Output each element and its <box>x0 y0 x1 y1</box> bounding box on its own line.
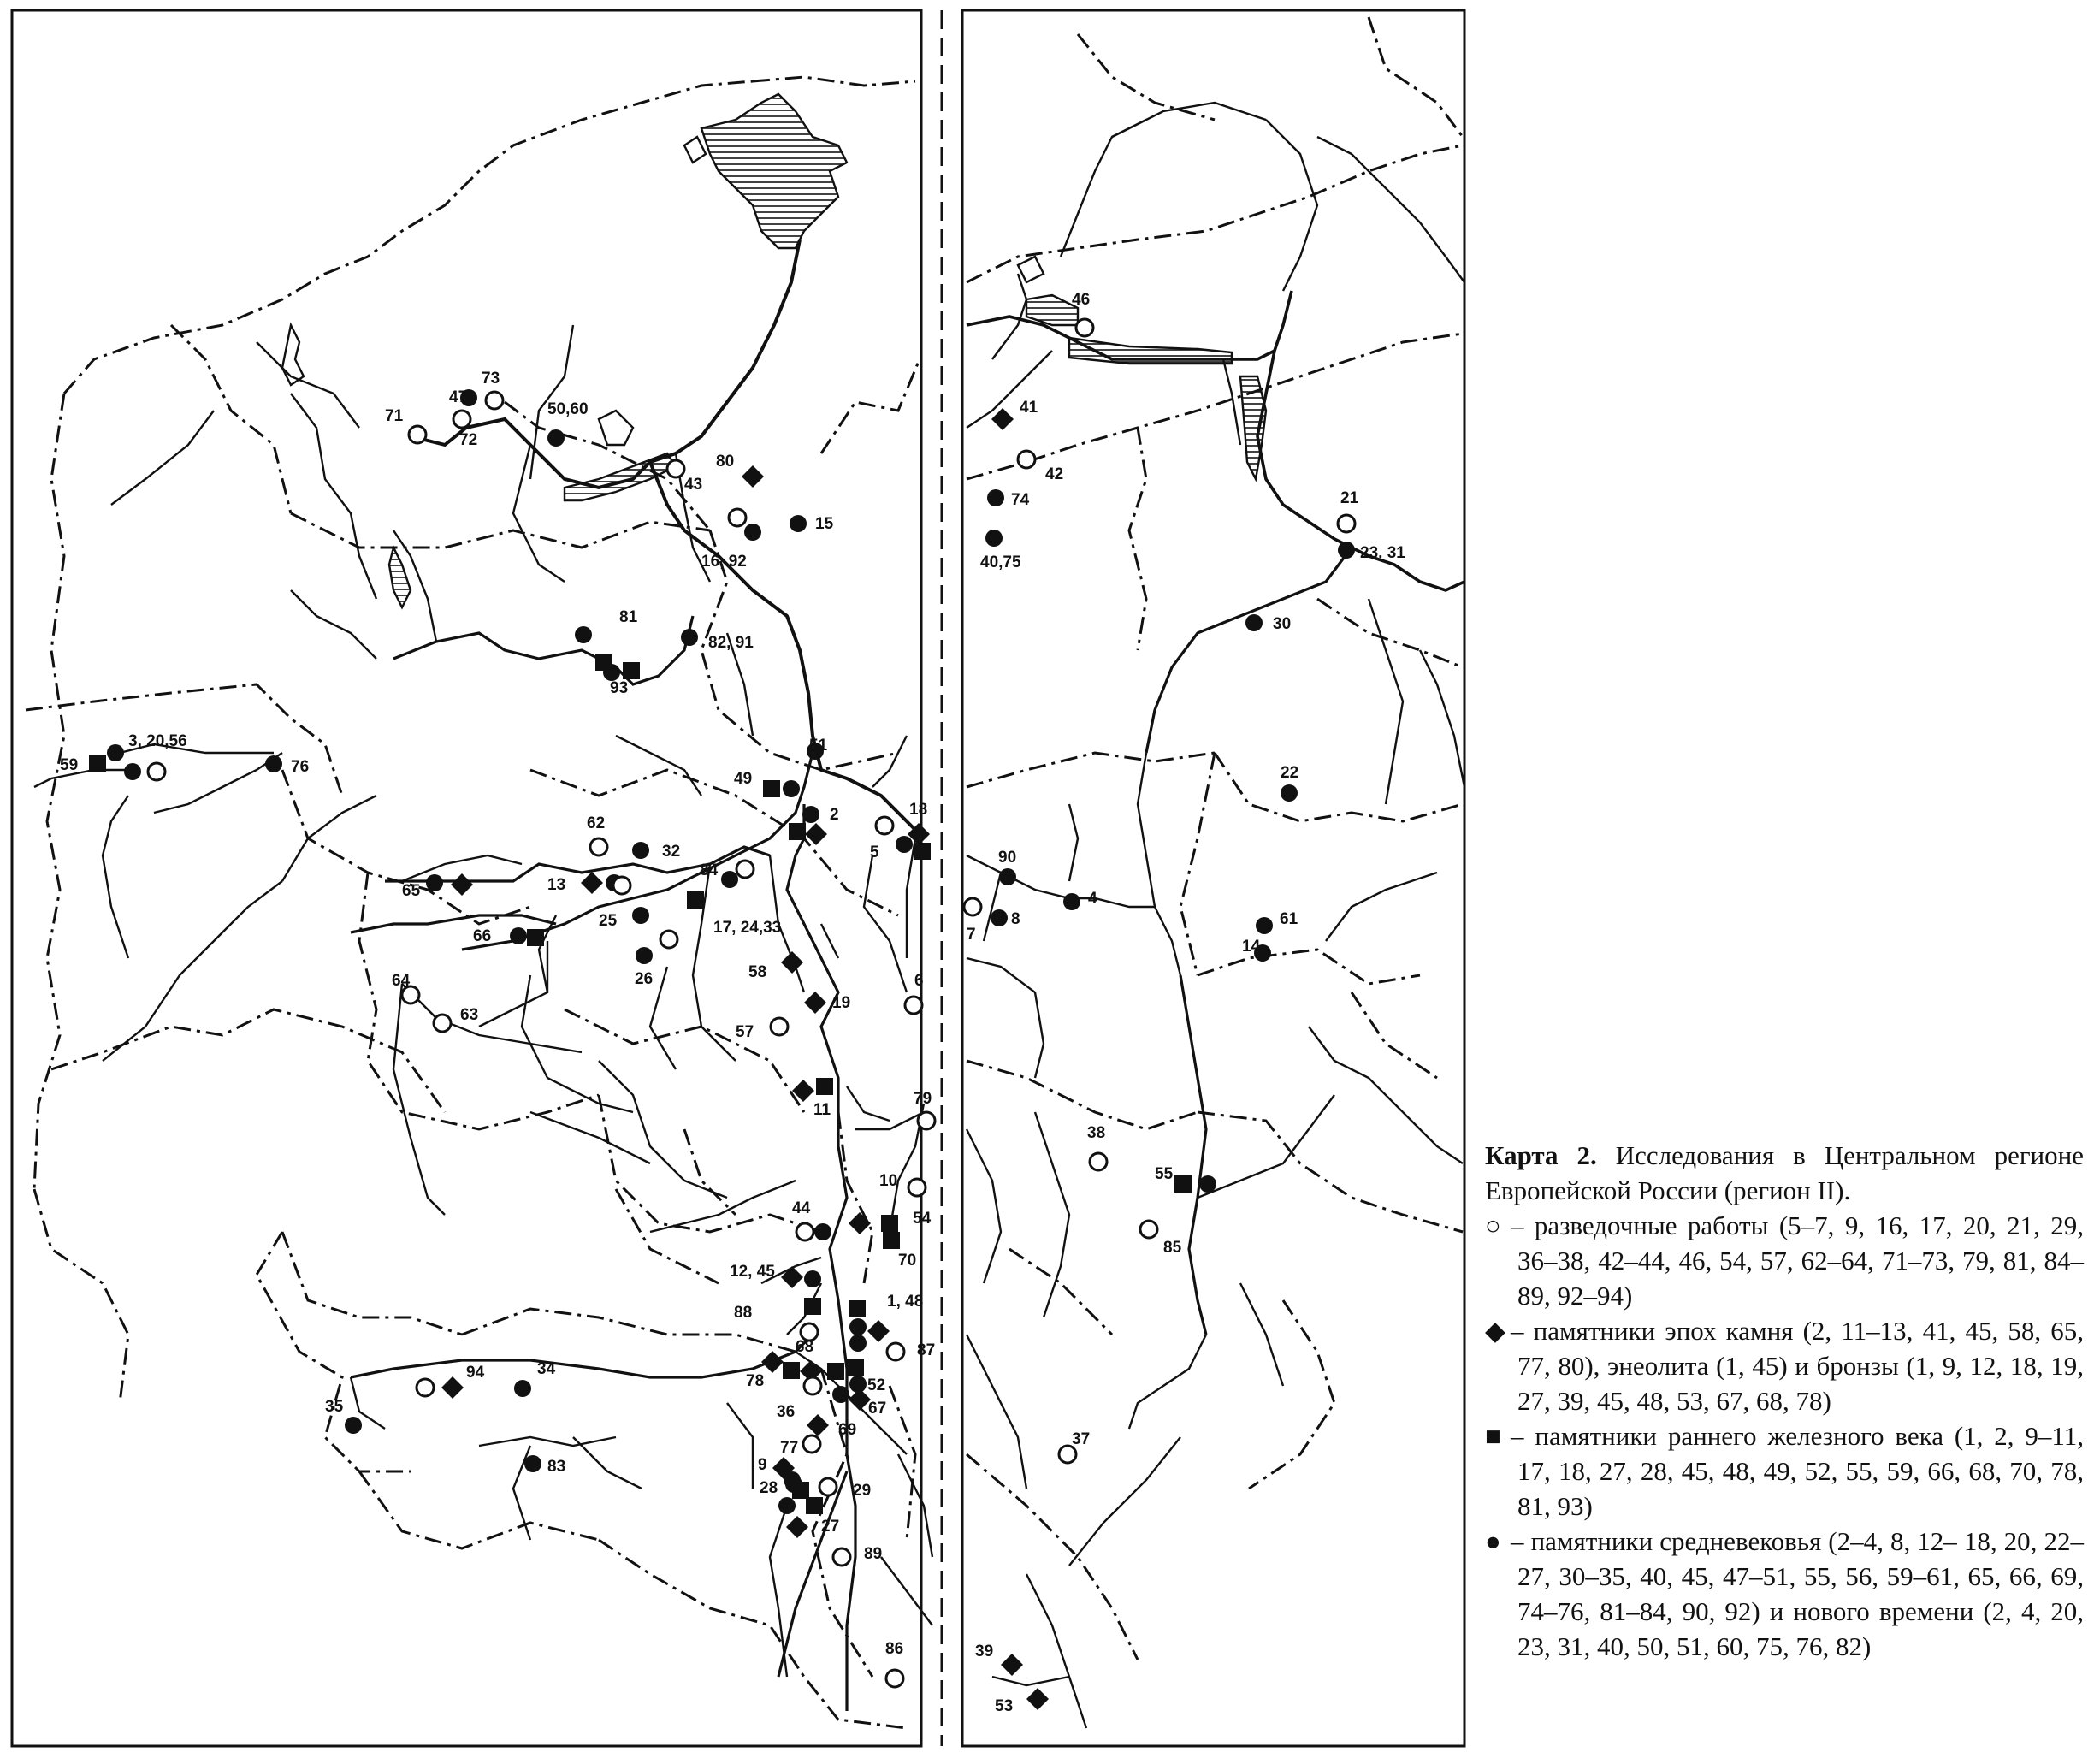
site-label-41: 41 <box>1020 399 1038 417</box>
site-label-22: 22 <box>1281 764 1299 782</box>
legend-text-filled-circle: – памятники средневековья (2–4, 8, 12– 18, 20, 22–27, 30–35, 40, 45, 47–51, 55, 56, 59–61, 65, 66, 69, 74–76, 81–84, 90, 92) и нового времени (2, 4, 20, 23, 31, 40, 50, 51, 60, 75, 76, 82) <box>1511 1526 2084 1661</box>
site-label-46: 46 <box>1072 291 1091 309</box>
site-label-77: 77 <box>780 1439 799 1457</box>
legend-text-diamond: – памятники эпох камня (2, 11–13, 41, 45, 58, 65, 77, 80), энеолита (1, 45) и бронзы (1, 9, 12, 18, 19, 27, 39, 45, 48, 53, 67, 68, 78) <box>1511 1316 2084 1416</box>
site-label-47: 47 <box>449 388 468 406</box>
site-label-35: 35 <box>325 1398 344 1416</box>
open-circle-marker <box>736 861 754 878</box>
site-label-2: 2 <box>830 806 839 824</box>
diamond-marker <box>1026 1688 1049 1710</box>
map-caption <box>1485 1138 2084 1664</box>
filled-circle-marker <box>783 780 800 797</box>
site-label-74: 74 <box>1011 491 1030 509</box>
caption-label: Карта 2. <box>1485 1140 1597 1170</box>
diamond-marker <box>781 951 803 974</box>
site-label-87: 87 <box>917 1341 936 1359</box>
filled-circle-marker <box>987 489 1004 506</box>
filled-circle-marker <box>575 626 592 643</box>
square-marker <box>789 823 806 840</box>
site-label-73: 73 <box>482 370 500 388</box>
diamond-marker <box>441 1376 464 1399</box>
open-circle-marker <box>667 460 684 477</box>
square-marker <box>792 1482 809 1499</box>
open-circle-marker <box>918 1112 935 1129</box>
filled-circle-marker <box>510 927 527 944</box>
site-label-62: 62 <box>587 814 606 832</box>
site-label-43: 43 <box>684 476 703 494</box>
diamond-marker <box>804 992 826 1014</box>
square-marker <box>89 755 106 772</box>
open-circle-marker <box>771 1018 788 1035</box>
site-label-68: 68 <box>796 1338 814 1356</box>
site-label-7: 7 <box>967 926 976 944</box>
legend-open-circle <box>1485 1208 2084 1313</box>
site-label-63: 63 <box>460 1006 479 1024</box>
open-circle-marker <box>905 997 922 1014</box>
open-circle-marker <box>876 817 893 834</box>
site-label-53: 53 <box>995 1697 1014 1715</box>
diamond-marker <box>786 1516 808 1538</box>
open-circle-icon: ○ <box>1485 1211 1501 1240</box>
site-label-80: 80 <box>716 453 735 471</box>
square-marker <box>783 1362 800 1379</box>
open-circle-marker <box>486 392 503 409</box>
filled-circle-marker <box>524 1455 541 1472</box>
open-circle-marker <box>887 1343 904 1360</box>
diamond-marker <box>1001 1654 1023 1676</box>
reservoir-right-2 <box>1069 338 1232 364</box>
site-label-2331: 23, 31 <box>1360 544 1405 562</box>
open-circle-marker <box>804 1377 821 1394</box>
diamond-marker <box>849 1212 871 1234</box>
site-markers <box>89 319 1355 1710</box>
site-label-4: 4 <box>1088 890 1097 908</box>
site-label-27: 27 <box>821 1518 840 1536</box>
filled-circle-marker <box>1245 614 1263 631</box>
filled-circle-marker <box>1063 893 1080 910</box>
filled-circle-marker <box>632 907 649 924</box>
site-label-70: 70 <box>898 1252 917 1270</box>
filled-circle-marker <box>1256 917 1273 934</box>
square-marker <box>827 1363 844 1380</box>
site-label-72: 72 <box>459 431 478 449</box>
diamond-marker <box>451 873 473 896</box>
square-icon: ■ <box>1485 1421 1501 1451</box>
filled-circle-marker <box>999 868 1016 885</box>
site-label-67: 67 <box>868 1400 887 1418</box>
rivers <box>34 103 1464 1728</box>
site-label-55: 55 <box>1155 1165 1174 1183</box>
square-marker <box>881 1215 898 1232</box>
site-label-59: 59 <box>60 756 79 774</box>
legend-filled-circle <box>1485 1524 2084 1664</box>
filled-circle-marker <box>802 806 819 823</box>
legend-text-open-circle: – разведочные работы (5–7, 9, 16, 17, 20, 21, 29, 36–38, 42–44, 46, 54, 57, 62–64, 71–73, 79, 81, 84–89, 92–94) <box>1511 1211 2084 1311</box>
filled-circle-marker <box>345 1417 362 1434</box>
site-label-76: 76 <box>291 758 310 776</box>
site-label-15: 15 <box>815 515 834 533</box>
site-label-37: 37 <box>1072 1430 1091 1448</box>
filled-circle-marker <box>547 429 565 447</box>
site-label-42: 42 <box>1045 465 1064 483</box>
square-marker <box>816 1078 833 1095</box>
site-label-81: 81 <box>619 608 638 626</box>
site-label-32056: 3, 20,56 <box>128 732 187 750</box>
open-circle-marker <box>148 763 165 780</box>
site-label-5060: 50,60 <box>547 400 589 418</box>
site-label-9: 9 <box>758 1456 767 1474</box>
site-label-65: 65 <box>402 882 421 900</box>
open-circle-marker <box>660 931 677 948</box>
site-label-71: 71 <box>385 407 404 425</box>
filled-circle-marker <box>265 755 282 772</box>
open-circle-marker <box>1140 1221 1157 1238</box>
square-marker <box>527 929 544 946</box>
filled-circle-marker <box>124 763 141 780</box>
site-label-61: 61 <box>1280 910 1298 928</box>
site-label-44: 44 <box>792 1199 811 1217</box>
site-label-14: 14 <box>1242 938 1261 956</box>
square-marker <box>849 1300 866 1317</box>
site-label-52: 52 <box>867 1376 886 1394</box>
diamond-marker <box>761 1351 784 1373</box>
legend-diamond <box>1485 1313 2084 1418</box>
site-label-8291: 82, 91 <box>708 634 754 652</box>
caption-title: Исследования в Центральном регионе Европейской России (регион II). <box>1485 1140 2084 1205</box>
open-circle-marker <box>1059 1446 1076 1463</box>
site-label-93: 93 <box>610 679 629 697</box>
site-label-172433: 17, 24,33 <box>713 919 782 937</box>
filled-circle-marker <box>1338 542 1355 559</box>
filled-circle-marker <box>849 1318 867 1335</box>
square-marker <box>1174 1175 1192 1193</box>
site-label-38: 38 <box>1087 1124 1106 1142</box>
site-label-4075: 40,75 <box>980 553 1021 571</box>
site-label-57: 57 <box>736 1023 754 1041</box>
filled-circle-marker <box>1281 784 1298 802</box>
site-label-25: 25 <box>599 912 618 930</box>
map-frames <box>12 10 1464 1746</box>
filled-circle-marker <box>744 524 761 541</box>
site-label-1692: 16, 92 <box>701 553 747 571</box>
site-label-1245: 12, 45 <box>730 1263 775 1281</box>
site-label-29: 29 <box>853 1482 872 1500</box>
filled-circle-marker <box>603 664 620 681</box>
filled-circle-marker <box>849 1335 867 1352</box>
square-marker <box>847 1359 864 1376</box>
filled-circle-icon: ● <box>1485 1526 1501 1556</box>
open-circle-marker <box>1338 515 1355 532</box>
square-marker <box>687 891 704 909</box>
open-circle-marker <box>803 1435 820 1453</box>
filled-circle-marker <box>681 629 698 646</box>
square-marker <box>763 780 780 797</box>
square-marker <box>914 843 931 860</box>
site-labels <box>60 291 1405 1715</box>
diamond-marker <box>867 1320 890 1342</box>
site-label-26: 26 <box>635 970 654 988</box>
site-label-49: 49 <box>734 770 753 788</box>
site-label-36: 36 <box>777 1403 796 1421</box>
site-label-83: 83 <box>547 1458 566 1476</box>
open-circle-marker <box>1018 451 1035 468</box>
site-label-34: 34 <box>537 1360 556 1378</box>
filled-circle-marker <box>107 744 124 761</box>
right-frame <box>962 10 1464 1746</box>
filled-circle-marker <box>985 530 1003 547</box>
site-label-58: 58 <box>748 963 767 981</box>
site-label-5: 5 <box>870 844 879 861</box>
open-circle-marker <box>833 1548 850 1566</box>
open-circle-marker <box>453 411 470 428</box>
site-label-30: 30 <box>1273 615 1292 633</box>
open-circle-marker <box>796 1223 813 1240</box>
open-circle-marker <box>409 426 426 443</box>
open-circle-marker <box>819 1478 837 1495</box>
filled-circle-marker <box>1199 1175 1216 1193</box>
filled-circle-marker <box>790 515 807 532</box>
diamond-marker <box>742 465 764 488</box>
filled-circle-marker <box>832 1386 849 1403</box>
open-circle-marker <box>1076 319 1093 336</box>
site-label-6: 6 <box>914 972 924 990</box>
site-label-11: 11 <box>813 1101 831 1119</box>
lakes <box>282 137 1044 445</box>
site-label-19: 19 <box>832 994 851 1012</box>
site-label-28: 28 <box>760 1479 778 1497</box>
filled-circle-marker <box>721 871 738 888</box>
legend-square <box>1485 1418 2084 1524</box>
reservoir-lake-left <box>389 548 411 607</box>
site-label-69: 69 <box>838 1421 857 1439</box>
square-marker <box>804 1298 821 1315</box>
reservoir-river <box>565 453 676 500</box>
site-label-18: 18 <box>909 801 928 819</box>
filled-circle-marker <box>514 1380 531 1397</box>
site-label-13: 13 <box>547 876 566 894</box>
open-circle-marker <box>964 898 981 915</box>
filled-circle-marker <box>896 836 913 853</box>
open-circle-marker <box>613 877 630 894</box>
site-label-66: 66 <box>473 927 492 945</box>
diamond-marker <box>781 1266 803 1288</box>
site-label-94: 94 <box>466 1364 485 1382</box>
site-label-39: 39 <box>975 1643 994 1660</box>
reservoir-right-1 <box>1026 295 1078 325</box>
diamond-marker <box>807 1414 829 1436</box>
site-label-85: 85 <box>1163 1239 1182 1257</box>
site-label-32: 32 <box>662 843 681 861</box>
open-circle-marker <box>590 838 607 855</box>
open-circle-marker <box>908 1179 926 1196</box>
filled-circle-marker <box>778 1497 796 1514</box>
square-marker <box>883 1232 900 1249</box>
site-label-84: 84 <box>700 861 719 879</box>
main-river <box>411 240 800 488</box>
site-label-86: 86 <box>885 1640 904 1658</box>
site-label-10: 10 <box>879 1172 898 1190</box>
site-label-54: 54 <box>913 1210 932 1228</box>
open-circle-marker <box>434 1015 451 1032</box>
open-circle-marker <box>417 1379 434 1396</box>
filled-circle-marker <box>426 874 443 891</box>
square-marker <box>806 1497 823 1514</box>
site-label-78: 78 <box>746 1372 765 1390</box>
diamond-icon: ◆ <box>1485 1316 1505 1346</box>
site-label-51: 51 <box>809 737 828 755</box>
filled-circle-marker <box>814 1223 831 1240</box>
site-label-79: 79 <box>914 1090 932 1108</box>
filled-circle-marker <box>636 947 653 964</box>
site-label-90: 90 <box>998 849 1017 867</box>
reservoir-north <box>701 94 847 248</box>
filled-circle-marker <box>804 1270 821 1287</box>
diamond-marker <box>991 408 1014 430</box>
open-circle-marker <box>886 1670 903 1687</box>
site-label-8: 8 <box>1011 910 1020 928</box>
site-label-89: 89 <box>864 1545 883 1563</box>
filled-circle-marker <box>991 909 1008 926</box>
filled-circle-marker <box>632 842 649 859</box>
legend-text-square: – памятники раннего железного века (1, 2, 9–11, 17, 18, 27, 28, 45, 48, 49, 52, 55, 59, 66, 68, 70, 78, 81, 93) <box>1511 1421 2084 1521</box>
open-circle-marker <box>729 509 746 526</box>
site-label-64: 64 <box>392 972 411 990</box>
open-circle-marker <box>1090 1153 1107 1170</box>
site-label-148: 1, 48 <box>887 1293 924 1311</box>
site-label-21: 21 <box>1340 489 1359 507</box>
square-marker <box>623 662 640 679</box>
caption-title-row <box>1485 1138 2084 1208</box>
site-label-88: 88 <box>734 1304 753 1322</box>
diamond-marker <box>581 872 603 894</box>
